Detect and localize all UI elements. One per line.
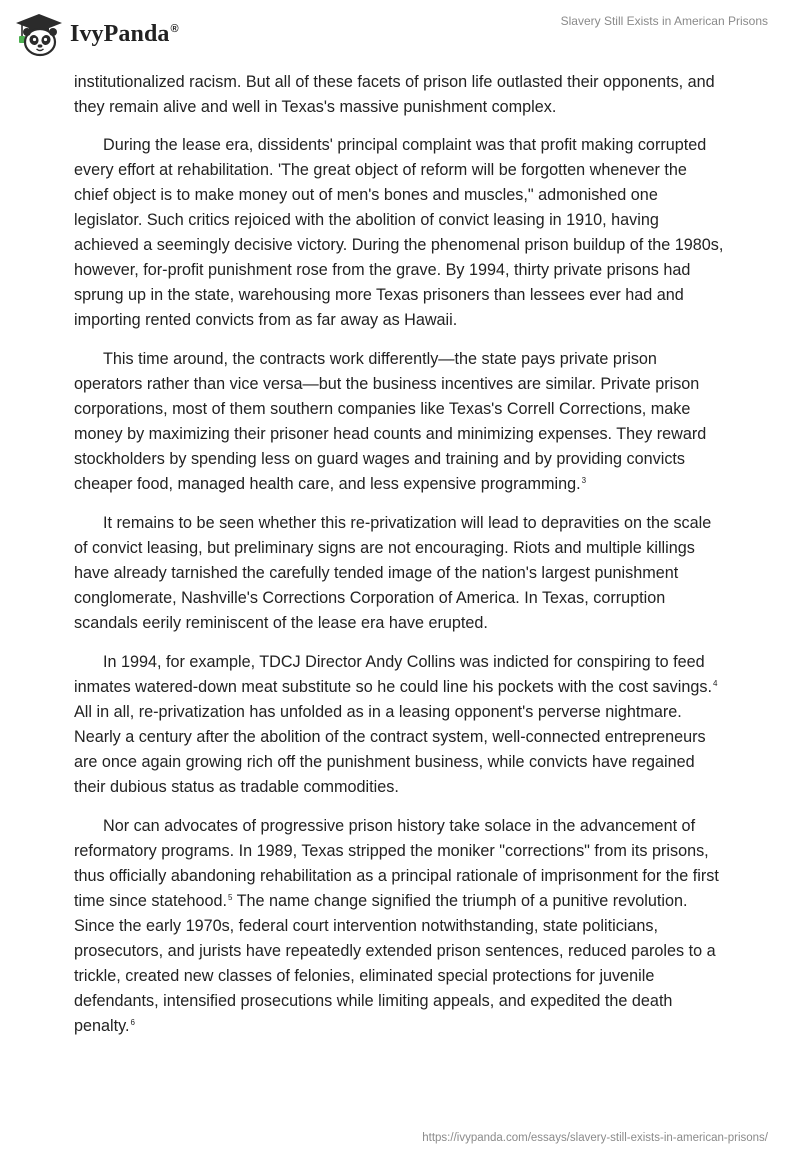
source-url[interactable]: https://ivypanda.com/essays/slavery-still-exists-in-american-prisons/ [422,1132,768,1144]
brand-name: IvyPanda® [70,20,179,47]
registered-mark: ® [170,22,179,35]
document-title: Slavery Still Exists in American Prisons [560,14,768,28]
paragraph-3-text: This time around, the contracts work differently—the state pays private prison operators rather than vice versa—but the business incentives are similar. Private prison corporations, most of them southern companies like Texas's Correll Corrections, make money by maximizing their prisoner head counts and minimizing expenses. They reward stockholders by spending less on guard wages and training and by providing convicts cheaper food, managed health care, and less expensive programming. [74,350,707,493]
paragraph-6-text-a: Nor can advocates of progressive prison history take solace in the advancement of reformatory programs. In 1989, Texas stripped the moniker "corrections" from its prisons, thus officially abandoning rehabilitation as a principal rationale of imprisonment for the first time since statehood. [74,817,719,910]
footnote-marker-4[interactable]: 4 [712,679,718,688]
essay-body [74,70,724,1053]
page-header [0,0,800,70]
paragraph-4: It remains to be seen whether this re-privatization will lead to depravities on the scale of convict leasing, but preliminary signs are not encouraging. Riots and multiple killings have already tarnished the carefully tended image of the nation's largest punishment conglomerate, Nashville's Corrections Corporation of America. In Texas, corruption scandals eerily reminiscent of the lease era have erupted. [74,514,712,632]
paragraph-5 [74,650,724,800]
paragraph-2: During the lease era, dissidents' principal complaint was that profit making corrupted every effort at rehabilitation. 'The great object of reform will be forgotten whenever the chief object is to make money out of men's bones and muscles," admonished one legislator. Such critics rejoiced with the abolition of convict leasing in 1910, having achieved a seemingly decisive victory. During the phenomenal prison buildup of the 1980s, however, for-profit punishment rose from the grave. By 1994, thirty private prisons had sprung up in the state, warehousing more Texas prisoners than lessees ever had and importing rented convicts from as far away as Hawaii. [74,136,724,329]
paragraph-1: institutionalized racism. But all of these facets of prison life outlasted their opponents, and they remain alive and well in Texas's massive punishment complex. [74,73,715,116]
footnote-marker-5[interactable]: 5 [227,893,233,902]
footnote-marker-6[interactable]: 6 [130,1018,135,1027]
paragraph-6-text-b: The name change signified the triumph of a punitive revolution. Since the early 1970s, federal court intervention notwithstanding, state politicians, prosecutors, and jurists have repeatedly extended prison sentences, reduced paroles to a trickle, created new classes of felonies, eliminated special protections for juvenile defendants, intensified prosecutions while limiting appeals, and expedited the death penalty. [74,892,716,1035]
footnote-marker-3[interactable]: 3 [581,476,587,485]
ivypanda-logo[interactable] [14,6,179,62]
paragraph-3 [74,347,724,497]
paragraph-6 [74,814,724,1039]
paragraph-5-text-a: In 1994, for example, TDCJ Director Andy Collins was indicted for conspiring to feed inmates watered-down meat substitute so he could line his pockets with the cost savings. [74,653,712,696]
panda-graduate-icon [14,11,64,57]
paragraph-5-text-b: All in all, re-privatization has unfolded as in a leasing opponent's perverse nightmare. Nearly a century after the abolition of the contract system, well-connected entrepreneurs are once again growing rich off the punishment business, while convicts have regained their dubious status as tradable commodities. [74,703,706,796]
